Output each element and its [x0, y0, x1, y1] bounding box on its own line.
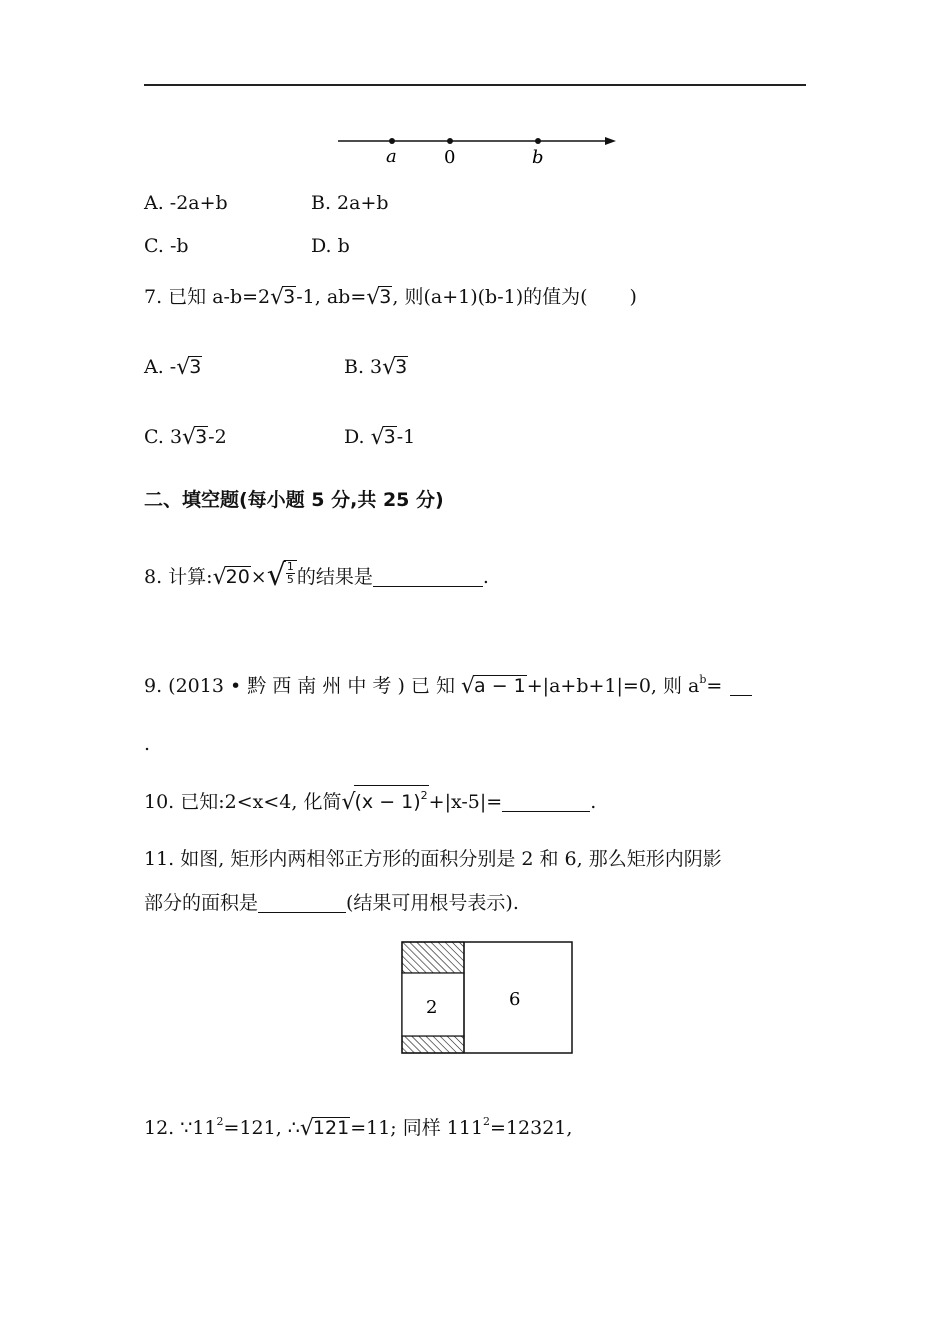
q6-option-a: A. -2a+b — [144, 192, 228, 214]
q9-trailing-dot: . — [144, 733, 151, 755]
sqrt-3-a: √3 — [270, 285, 296, 310]
label-a: a — [386, 146, 397, 167]
q11-line1: 11. 如图, 矩形内两相邻正方形的面积分别是 2 和 6, 那么矩形内阴影 — [144, 848, 722, 870]
q7-prefix: 7. 已知 a-b=2 — [144, 286, 271, 308]
q7-end: ) — [629, 286, 637, 308]
sqrt-a-minus-1: √a − 1 — [461, 674, 526, 699]
arrow-head-icon — [605, 137, 616, 145]
number-line-figure — [320, 125, 630, 175]
q7-mid2: , 则(a+1)(b-1)的值为( — [392, 286, 588, 308]
answer-blank[interactable] — [258, 894, 346, 913]
q11-line2: 部分的面积是 (结果可用根号表示). — [144, 892, 519, 914]
sqrt-121: √121 — [299, 1116, 350, 1141]
sqrt-icon: √3 — [370, 425, 396, 450]
section-heading: 二、填空题(每小题 5 分,共 25 分) — [144, 489, 444, 511]
shaded-region-bottom — [402, 1036, 464, 1053]
sqrt-icon: √3 — [382, 355, 408, 380]
sqrt-icon: √3 — [182, 425, 208, 450]
q12-question: 12. $\because 11^2=121$, ∴√121=11; 同样 $111^2=12321$, — [144, 1115, 573, 1141]
label-b: b — [532, 147, 544, 168]
point-zero — [447, 138, 453, 144]
q6-option-b: B. 2a+b — [311, 192, 389, 214]
answer-blank[interactable] — [502, 793, 590, 812]
q8-question: 8. 计算:√20×√ $\frac{1}{5}$ 的结果是 . — [144, 558, 489, 593]
label-square-2: 2 — [426, 997, 438, 1018]
q7-question — [144, 285, 637, 310]
sqrt-x-minus-1-squared: $√(x - 1)^2$ — [341, 785, 428, 815]
q7-mid1: -1, ab= — [296, 286, 367, 308]
sqrt-icon: √3 — [176, 355, 202, 380]
q7-option-b: B. 3√3 — [344, 355, 408, 380]
rectangle-squares-figure — [400, 940, 576, 1056]
sqrt-20: √20 — [212, 565, 250, 590]
q6-option-d: D. b — [311, 235, 350, 257]
sqrt-one-fifth: √ $\frac{1}{5}$ — [267, 560, 297, 588]
header-rule — [144, 84, 806, 86]
q7-option-a: A. -√3 — [144, 355, 202, 380]
answer-blank[interactable] — [373, 568, 483, 587]
sqrt-3-b: √3 — [366, 285, 392, 310]
q9-question: 9. (2013 • 黔 西 南 州 中 考 ) 已 知 √a − 1+|a+b+1|=0, 则 $a^b=$ — [144, 668, 752, 699]
answer-blank[interactable] — [730, 677, 752, 696]
q6-option-c: C. -b — [144, 235, 189, 257]
point-a — [389, 138, 395, 144]
point-b — [535, 138, 541, 144]
shaded-region-top — [402, 942, 464, 973]
label-zero: 0 — [444, 147, 456, 168]
q7-option-d: D. √3-1 — [344, 425, 416, 450]
label-square-6: 6 — [509, 989, 521, 1010]
q7-option-c: C. 3√3-2 — [144, 425, 227, 450]
q10-question: 10. 已知:2<x<4, 化简$√(x - 1)^2+|x-5|=$ . — [144, 785, 596, 815]
times-sign: × — [250, 566, 267, 588]
